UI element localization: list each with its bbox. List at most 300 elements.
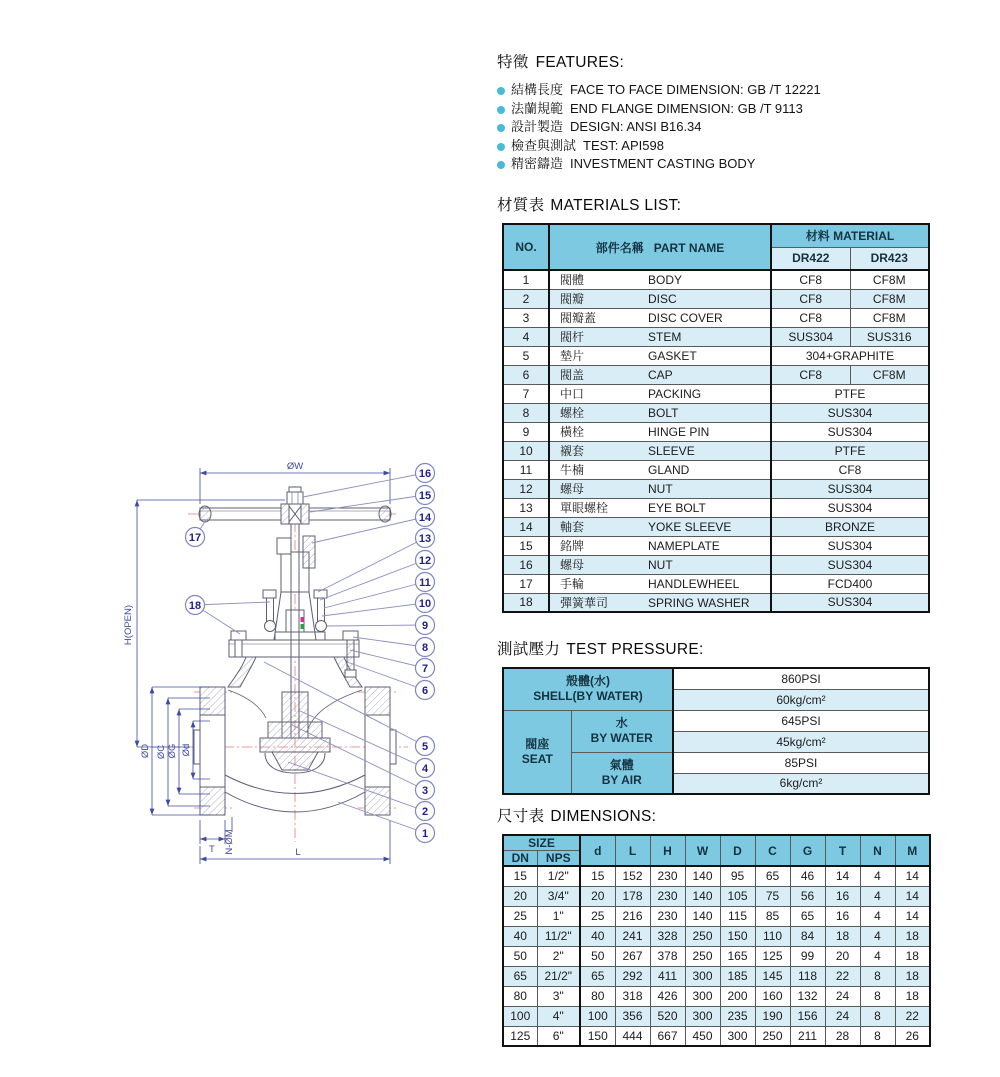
cell-part-name (549, 517, 771, 536)
handwheel (199, 487, 391, 524)
cell-dim-value: 8 (860, 966, 895, 986)
cell-dim-value: 84 (790, 926, 825, 946)
cell-dim-value: 14 (895, 886, 930, 906)
seat-water-psi: 645PSI (673, 710, 929, 731)
seat-water-en: BY WATER (590, 731, 653, 745)
shell-label-zh: 殼體(水) (566, 674, 610, 689)
cell-dim-value: 118 (790, 966, 825, 986)
cell-dim-value: 300 (720, 1026, 755, 1046)
materials-row (503, 403, 929, 422)
part-name-en: NUT (648, 482, 673, 496)
part-name-en: STEM (648, 330, 682, 344)
cell-nps: 2" (537, 946, 580, 966)
materials-row (503, 308, 929, 327)
cell-part-name (549, 384, 771, 403)
part-name-en: NUT (648, 558, 673, 572)
cell-dim-value: 300 (685, 986, 720, 1006)
test-pressure-table (502, 667, 930, 795)
dimensions-row (503, 866, 930, 886)
feature-item (497, 155, 821, 174)
features-section (497, 50, 821, 174)
cell-dim-value: 40 (580, 926, 615, 946)
materials-table (502, 223, 930, 613)
part-name-zh: 螺母 (560, 482, 585, 496)
part-name-en: GLAND (648, 463, 690, 477)
cell-no: 18 (503, 593, 549, 612)
cell-dim-value: 140 (685, 906, 720, 926)
header-col-G: G (790, 835, 825, 866)
dimensions-row (503, 966, 930, 986)
cell-dim-value: 80 (580, 986, 615, 1006)
header-col-T: T (825, 835, 860, 866)
cell-part-name (549, 555, 771, 574)
cell-part-name (549, 270, 771, 289)
feature-item (497, 118, 821, 137)
cell-dim-value: 4 (860, 866, 895, 886)
cell-no: 7 (503, 384, 549, 403)
materials-row (503, 270, 929, 289)
packing-mark-green (301, 624, 305, 629)
part-name-en: GASKET (648, 349, 697, 363)
cell-nps: 3/4" (537, 886, 580, 906)
cell-dim-value: 150 (720, 926, 755, 946)
dimensions-row (503, 906, 930, 926)
feature-zh: 設計製造 (511, 119, 564, 135)
cell-part-name (549, 422, 771, 441)
cell-no: 17 (503, 574, 549, 593)
bullet-icon (497, 161, 505, 169)
cell-dim-value: 16 (825, 886, 860, 906)
part-name-zh: 單眼螺栓 (560, 501, 609, 515)
cell-dim-value: 156 (790, 1006, 825, 1026)
part-name-zh: 閥盖 (560, 368, 585, 382)
cell-dn: 40 (503, 926, 537, 946)
part-name-zh: 墊片 (560, 349, 585, 363)
cell-part-name (549, 593, 771, 612)
seat-water-zh: 水 (615, 716, 628, 730)
part-name-zh: 閥體 (560, 273, 585, 288)
cell-material: SUS304 (771, 403, 929, 422)
cell-dim-value: 185 (720, 966, 755, 986)
part-name-en: SPRING WASHER (648, 595, 750, 610)
cell-nps: 3" (537, 986, 580, 1006)
feature-zh: 檢查與測試 (511, 137, 577, 153)
header-col-H: H (650, 835, 685, 866)
cell-material: PTFE (771, 441, 929, 460)
svg-text:10: 10 (418, 597, 432, 610)
cell-material-dr422: SUS304 (771, 327, 850, 346)
cell-dn: 65 (503, 966, 537, 986)
dimensions-title-en: DIMENSIONS: (550, 808, 657, 825)
dim-label-C: ØC (156, 744, 167, 760)
materials-row (503, 460, 929, 479)
cell-part-name (549, 574, 771, 593)
callout-18 (186, 596, 271, 635)
part-name-en: BODY (648, 273, 683, 288)
cell-material-dr423: CF8M (850, 308, 929, 327)
cell-dim-value: 18 (895, 986, 930, 1006)
cell-dim-value: 14 (895, 906, 930, 926)
header-col-W: W (685, 835, 720, 866)
dimensions-row (503, 886, 930, 906)
seat-air-zh: 氣體 (609, 757, 634, 772)
cell-dn: 125 (503, 1026, 537, 1046)
header-col-D: D (720, 835, 755, 866)
cell-material: SUS304 (771, 536, 929, 555)
header-part-zh: 部件名稱 (595, 240, 644, 255)
materials-row (503, 289, 929, 308)
seat-label-en: SEAT (521, 751, 553, 766)
callout-12 (320, 551, 435, 601)
header-size: SIZE (503, 835, 580, 851)
cell-material-dr423: CF8M (850, 289, 929, 308)
cell-material: SUS304 (771, 555, 929, 574)
materials-row (503, 327, 929, 346)
svg-text:1: 1 (421, 827, 429, 840)
dimensions-table (502, 834, 931, 1047)
cell-dim-value: 216 (615, 906, 650, 926)
cell-dim-value: 18 (895, 946, 930, 966)
cell-part-name (549, 403, 771, 422)
part-name-zh: 彈簧華司 (560, 595, 609, 610)
cell-nps: 11/2" (537, 926, 580, 946)
feature-item (497, 81, 821, 100)
cell-part-name (549, 536, 771, 555)
test-pressure-title-zh: 測試壓力 (497, 641, 561, 658)
bullet-icon (497, 124, 505, 132)
cell-dim-value: 8 (860, 986, 895, 1006)
cell-dim-value: 318 (615, 986, 650, 1006)
materials-row (503, 536, 929, 555)
cell-no: 11 (503, 460, 549, 479)
dimensions-title-zh: 尺寸表 (497, 808, 545, 825)
seat-air-psi: 85PSI (673, 752, 929, 773)
shell-kg: 60kg/cm² (673, 689, 929, 710)
materials-row (503, 498, 929, 517)
cell-no: 8 (503, 403, 549, 422)
part-name-zh: 閥瓣 (560, 292, 585, 306)
part-name-zh: 閥瓣蓋 (560, 311, 597, 325)
part-name-zh: 螺栓 (560, 406, 585, 420)
materials-section (497, 193, 930, 613)
cell-dim-value: 241 (615, 926, 650, 946)
cell-dim-value: 56 (790, 886, 825, 906)
part-name-en: CAP (648, 368, 673, 382)
features-title-en: FEATURES: (535, 54, 625, 71)
dimensions-section (497, 804, 931, 1047)
part-name-en: YOKE SLEEVE (648, 520, 732, 534)
cell-material-dr422: CF8 (771, 289, 850, 308)
materials-title-en: MATERIALS LIST: (550, 197, 682, 214)
shell-psi: 860PSI (673, 668, 929, 689)
header-nps: NPS (537, 851, 580, 867)
cell-dim-value: 140 (685, 866, 720, 886)
header-col-C: C (755, 835, 790, 866)
cell-dim-value: 95 (720, 866, 755, 886)
cell-dim-value: 356 (615, 1006, 650, 1026)
cell-dim-value: 65 (755, 866, 790, 886)
test-pressure-title-en: TEST PRESSURE: (566, 641, 704, 658)
cell-dim-value: 378 (650, 946, 685, 966)
svg-text:12: 12 (418, 554, 432, 567)
cell-no: 9 (503, 422, 549, 441)
feature-en: INVESTMENT CASTING BODY (570, 156, 756, 172)
part-name-zh: 手輪 (560, 577, 585, 591)
dim-label-D: ØD (140, 743, 151, 759)
feature-en: TEST: API598 (583, 137, 664, 153)
cell-dim-value: 230 (650, 866, 685, 886)
cell-dim-value: 46 (790, 866, 825, 886)
cell-dim-value: 426 (650, 986, 685, 1006)
cell-dim-value: 444 (615, 1026, 650, 1046)
cell-no: 5 (503, 346, 549, 365)
header-dr423: DR423 (850, 247, 929, 270)
seat-label-zh: 閥座 (525, 736, 550, 751)
materials-title-zh: 材質表 (497, 197, 545, 214)
part-name-en: DISC (648, 292, 677, 306)
dim-label-T: T (209, 844, 215, 855)
test-pressure-title (497, 637, 930, 659)
cell-dim-value: 14 (895, 866, 930, 886)
cell-dim-value: 140 (685, 886, 720, 906)
cell-dim-value: 520 (650, 1006, 685, 1026)
cell-material-dr422: CF8 (771, 365, 850, 384)
materials-row (503, 555, 929, 574)
cell-no: 16 (503, 555, 549, 574)
cell-no: 13 (503, 498, 549, 517)
part-name-en: DISC COVER (648, 311, 723, 325)
cell-material: SUS304 (771, 593, 929, 612)
feature-en: DESIGN: ANSI B16.34 (570, 119, 702, 135)
cell-dim-value: 24 (825, 1006, 860, 1026)
svg-text:16: 16 (418, 467, 432, 480)
cell-nps: 1/2" (537, 866, 580, 886)
cell-no: 6 (503, 365, 549, 384)
cell-dim-value: 18 (895, 966, 930, 986)
packing-mark-magenta (301, 617, 305, 622)
part-name-zh: 襯套 (560, 444, 585, 458)
cell-part-name (549, 479, 771, 498)
cell-part-name (549, 365, 771, 384)
cell-part-name (549, 441, 771, 460)
header-col-L: L (615, 835, 650, 866)
features-list (497, 81, 821, 174)
svg-text:4: 4 (421, 762, 429, 775)
part-name-zh: 橫栓 (560, 425, 585, 439)
cell-dim-value: 105 (720, 886, 755, 906)
svg-text:7: 7 (421, 662, 429, 675)
part-name-en: BOLT (648, 406, 679, 420)
svg-text:18: 18 (188, 599, 202, 612)
dim-label-d: Ød (181, 743, 192, 757)
cell-dim-value: 125 (755, 946, 790, 966)
part-name-zh: 銘牌 (560, 539, 585, 553)
valve-drawing-svg (60, 440, 470, 870)
part-name-zh: 螺母 (560, 558, 585, 572)
cell-dim-value: 65 (790, 906, 825, 926)
cell-material-dr423: CF8M (850, 365, 929, 384)
feature-en: FACE TO FACE DIMENSION: GB /T 12221 (570, 82, 821, 97)
cell-material-dr423: CF8M (850, 270, 929, 289)
stem-nut (287, 487, 303, 504)
svg-text:3: 3 (421, 784, 429, 797)
feature-zh: 結構長度 (511, 82, 564, 97)
feature-zh: 精密鑄造 (511, 156, 564, 172)
part-name-zh: 閥杆 (560, 330, 585, 344)
cell-part-name (549, 308, 771, 327)
cell-dim-value: 300 (685, 966, 720, 986)
features-title (497, 50, 821, 72)
cell-dn: 25 (503, 906, 537, 926)
cell-part-name (549, 346, 771, 365)
feature-en: END FLANGE DIMENSION: GB /T 9113 (570, 100, 803, 116)
cell-dim-value: 18 (825, 926, 860, 946)
cell-dim-value: 165 (720, 946, 755, 966)
header-material: 材料 MATERIAL (771, 224, 929, 247)
cell-dim-value: 230 (650, 906, 685, 926)
cell-dim-value: 411 (650, 966, 685, 986)
cell-dim-value: 99 (790, 946, 825, 966)
cell-material: BRONZE (771, 517, 929, 536)
svg-text:17: 17 (188, 531, 202, 544)
cell-dim-value: 8 (860, 1026, 895, 1046)
cell-dim-value: 18 (895, 926, 930, 946)
dimensions-row (503, 1006, 930, 1026)
cell-material-dr423: SUS316 (850, 327, 929, 346)
cell-dim-value: 190 (755, 1006, 790, 1026)
materials-row (503, 517, 929, 536)
cell-dim-value: 65 (580, 966, 615, 986)
svg-text:8: 8 (421, 641, 429, 654)
cell-no: 1 (503, 270, 549, 289)
seat-water-kg: 45kg/cm² (673, 731, 929, 752)
callout-10 (322, 594, 435, 617)
cell-dn: 20 (503, 886, 537, 906)
cell-dim-value: 100 (580, 1006, 615, 1026)
dim-label-h-open: H(OPEN) (123, 604, 134, 646)
cell-dim-value: 211 (790, 1026, 825, 1046)
cell-dn: 50 (503, 946, 537, 966)
cell-dim-value: 8 (860, 1006, 895, 1026)
callout-17 (186, 520, 207, 547)
cell-dn: 15 (503, 866, 537, 886)
cell-dim-value: 4 (860, 906, 895, 926)
dimensions-row (503, 926, 930, 946)
cell-part-name (549, 498, 771, 517)
seat-air-header (571, 752, 673, 794)
cell-dim-value: 132 (790, 986, 825, 1006)
header-no: NO. (503, 224, 549, 270)
shell-label-en: SHELL(BY WATER) (533, 689, 643, 704)
bullet-icon (497, 87, 505, 95)
seat-air-en: BY AIR (601, 772, 642, 787)
seat-water-header (571, 710, 673, 752)
materials-row (503, 441, 929, 460)
cell-part-name (549, 289, 771, 308)
cell-dim-value: 250 (755, 1026, 790, 1046)
cell-nps: 1" (537, 906, 580, 926)
cell-material-dr422: CF8 (771, 308, 850, 327)
cell-nps: 4" (537, 1006, 580, 1026)
cell-dim-value: 25 (580, 906, 615, 926)
cell-dim-value: 230 (650, 886, 685, 906)
cell-no: 12 (503, 479, 549, 498)
svg-text:13: 13 (418, 532, 432, 545)
cell-no: 10 (503, 441, 549, 460)
cell-dim-value: 4 (860, 946, 895, 966)
feature-item (497, 137, 821, 156)
header-dn: DN (503, 851, 537, 867)
svg-text:6: 6 (421, 684, 429, 697)
cell-material: SUS304 (771, 479, 929, 498)
header-col-M: M (895, 835, 930, 866)
disc-assembly (260, 692, 330, 770)
cell-material: CF8 (771, 460, 929, 479)
cell-dim-value: 15 (580, 866, 615, 886)
materials-row (503, 422, 929, 441)
cell-dim-value: 667 (650, 1026, 685, 1046)
dimensions-title (497, 804, 931, 826)
cell-no: 2 (503, 289, 549, 308)
cell-part-name (549, 460, 771, 479)
part-name-en: EYE BOLT (648, 501, 706, 515)
test-pressure-section (497, 637, 930, 795)
cell-dim-value: 4 (860, 926, 895, 946)
feature-item (497, 100, 821, 119)
cell-material: FCD400 (771, 574, 929, 593)
cell-dim-value: 328 (650, 926, 685, 946)
materials-row (503, 574, 929, 593)
cell-dim-value: 292 (615, 966, 650, 986)
cell-dim-value: 20 (825, 946, 860, 966)
seat-air-kg: 6kg/cm² (673, 773, 929, 794)
cell-dim-value: 152 (615, 866, 650, 886)
materials-row (503, 593, 929, 612)
svg-text:2: 2 (421, 805, 429, 818)
part-name-en: HANDLEWHEEL (648, 577, 740, 591)
features-title-zh: 特徵 (497, 54, 529, 71)
svg-text:14: 14 (418, 511, 432, 524)
svg-text:11: 11 (419, 576, 431, 589)
shell-header (503, 668, 673, 710)
cell-dim-value: 145 (755, 966, 790, 986)
cell-dim-value: 4 (860, 886, 895, 906)
cell-dim-value: 28 (825, 1026, 860, 1046)
cell-dim-value: 300 (685, 1006, 720, 1026)
cell-dim-value: 160 (755, 986, 790, 1006)
header-dr422: DR422 (771, 247, 850, 270)
dim-label-w: ØW (286, 461, 304, 472)
cell-dim-value: 450 (685, 1026, 720, 1046)
svg-text:15: 15 (418, 489, 432, 502)
cell-dim-value: 85 (755, 906, 790, 926)
cell-no: 14 (503, 517, 549, 536)
cell-dim-value: 200 (720, 986, 755, 1006)
materials-title (497, 193, 930, 215)
cell-material: SUS304 (771, 498, 929, 517)
cell-dim-value: 110 (755, 926, 790, 946)
cell-dim-value: 250 (685, 946, 720, 966)
dimensions-row (503, 986, 930, 1006)
header-part-name (549, 224, 771, 270)
cell-dim-value: 20 (580, 886, 615, 906)
cell-dim-value: 75 (755, 886, 790, 906)
cell-dim-value: 50 (580, 946, 615, 966)
cell-dim-value: 267 (615, 946, 650, 966)
cell-no: 15 (503, 536, 549, 555)
cell-dim-value: 24 (825, 986, 860, 1006)
cell-dim-value: 235 (720, 1006, 755, 1026)
